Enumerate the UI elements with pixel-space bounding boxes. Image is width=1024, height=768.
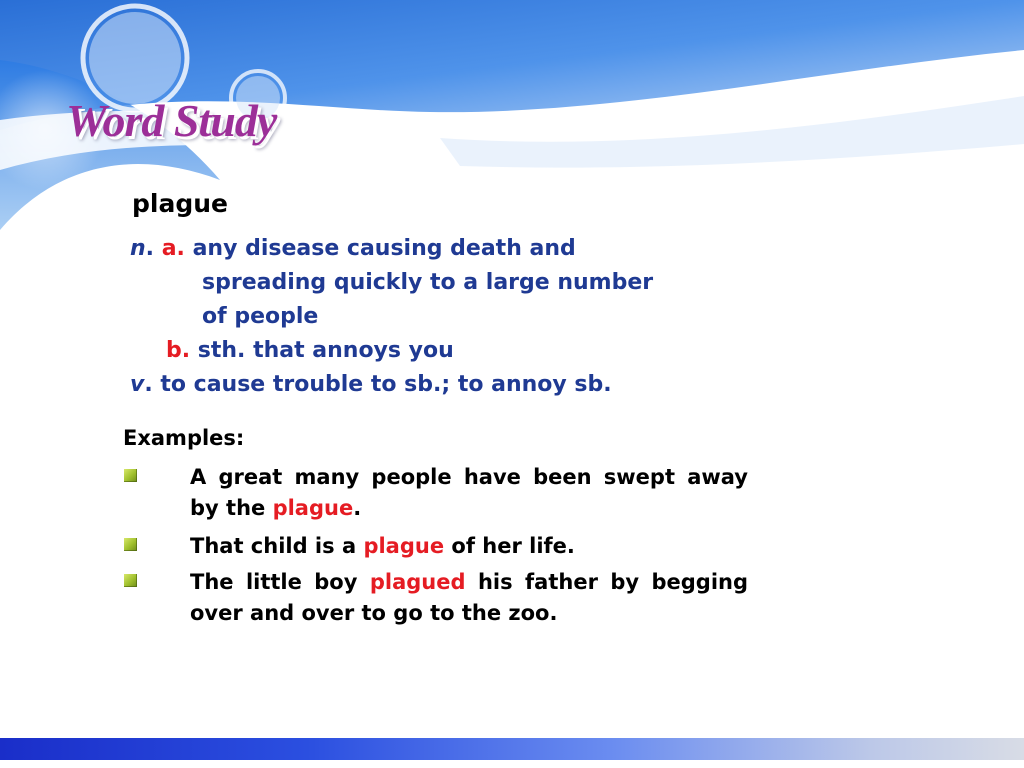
- verb-definition-text: . to cause trouble to sb.; to annoy sb.: [144, 372, 612, 397]
- header-circle-large: [89, 12, 181, 104]
- noun-definition-line-1: n. a. any disease causing death and: [130, 236, 576, 261]
- green-square-bullet-icon: [124, 574, 137, 587]
- examples-heading: Examples:: [123, 426, 245, 450]
- noun-pos-label: n: [130, 236, 146, 261]
- sense-a-marker: a.: [161, 236, 185, 261]
- example-text: That child is a plague of her life.: [190, 534, 575, 558]
- slide-title: Word Study: [66, 95, 277, 146]
- noun-definition-line-2: spreading quickly to a large number: [202, 270, 654, 295]
- verb-definition-line: [130, 372, 612, 397]
- example-text: The little boy plagued his father by begging over and over to go to the zoo.: [190, 570, 749, 625]
- verb-pos-label: v: [130, 372, 145, 397]
- example-highlight-word: plague: [363, 534, 445, 558]
- example-text: A great many people have been swept away by the plague.: [190, 465, 748, 520]
- footer-bar: [0, 738, 1024, 760]
- sense-a-text-line-1: any disease causing death and: [192, 236, 576, 261]
- entry-word: plague: [132, 189, 228, 218]
- example-highlight-word: plague: [272, 496, 354, 520]
- sense-b-marker: b.: [166, 338, 191, 363]
- example-item: [124, 462, 748, 524]
- example-item: [124, 567, 748, 629]
- noun-definition-line-3: of people: [202, 304, 319, 329]
- footer-line: [0, 760, 1024, 768]
- example-item: [124, 531, 748, 562]
- green-square-bullet-icon: [124, 469, 137, 482]
- example-highlight-word: plagued: [369, 570, 466, 594]
- noun-sense-b-line: [166, 338, 454, 363]
- sense-b-text: sth. that annoys you: [197, 338, 454, 363]
- green-square-bullet-icon: [124, 538, 137, 551]
